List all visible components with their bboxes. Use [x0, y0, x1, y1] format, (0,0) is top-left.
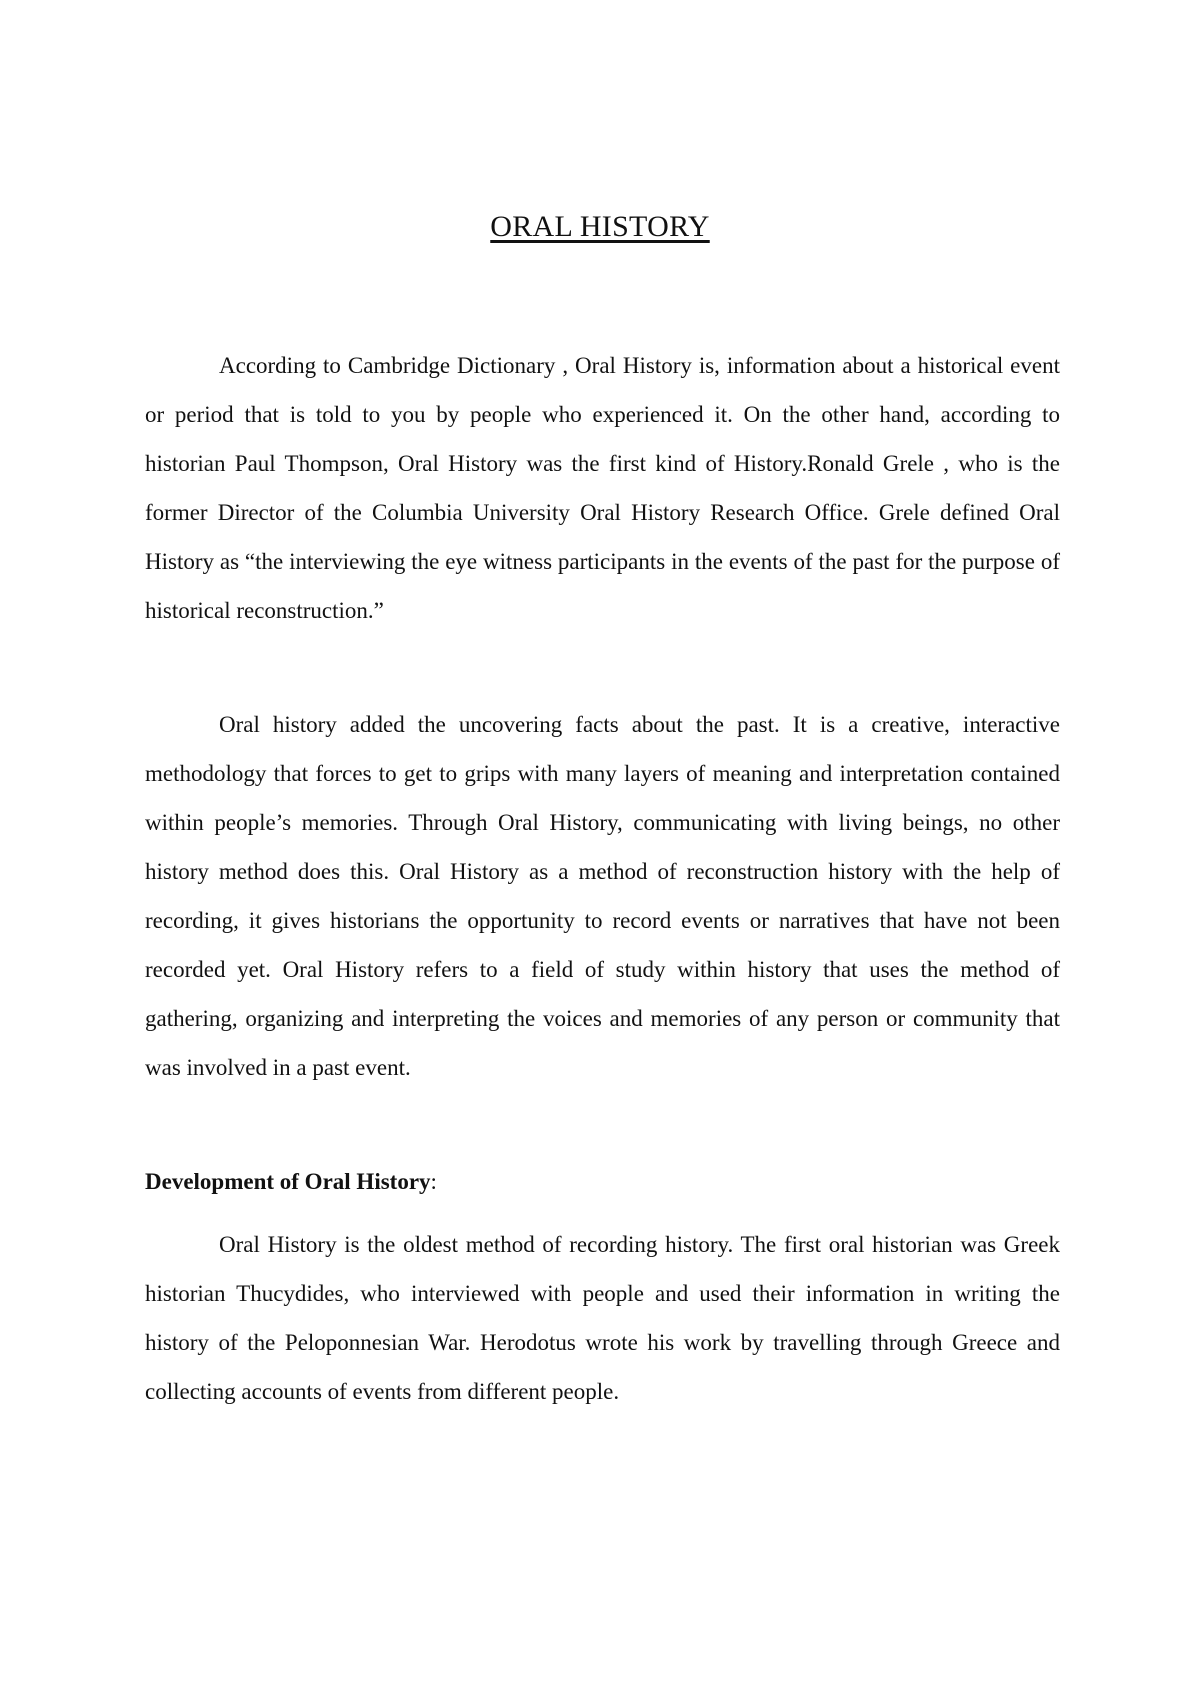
document-title: ORAL HISTORY: [490, 210, 710, 243]
section-heading: [145, 1157, 437, 1206]
paragraph-development: Oral History is the oldest method of recording history. The first oral historian was Greek historian Thucydides, who interviewed with people and used their information in writing the history of the Peloponnesian War. Herodotus wrote his work by travelling through Greece and collecting accounts of events from different people.: [145, 1232, 1060, 1404]
paragraph-definition: According to Cambridge Dictionary , Oral History is, information about a historical event or period that is told to you by people who experienced it. On the other hand, according to historian Paul Thompson, Oral History was the first kind of History.Ronald Grele , who is the former Director of the Columbia University Oral History Research Office. Grele defined Oral History as “the interviewing the eye witness participants in the events of the past for the purpose of historical reconstruction.”: [145, 353, 1060, 623]
section-heading-text: Development of Oral History: [145, 1169, 431, 1194]
section-heading-colon: :: [430, 1169, 437, 1194]
paragraph-methodology: Oral history added the uncovering facts about the past. It is a creative, interactive methodology that forces to get to grips with many layers of meaning and interpretation contained within people’s memories. Through Oral History, communicating with living beings, no other history method does this. Oral History as a method of reconstruction history with the help of recording, it gives historians the opportunity to record events or narratives that have not been recorded yet. Oral History refers to a field of study within history that uses the method of gathering, organizing and interpreting the voices and memories of any person or community that was involved in a past event.: [145, 712, 1060, 1080]
